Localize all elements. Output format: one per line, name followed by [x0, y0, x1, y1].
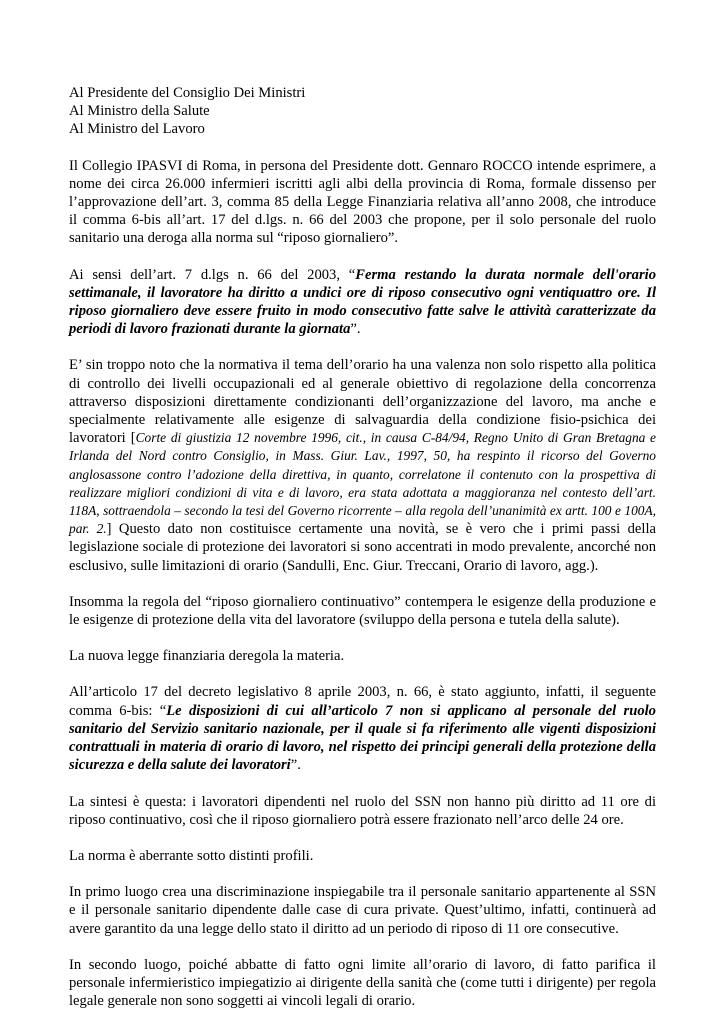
- paragraph-normativa: [69, 356, 656, 574]
- art7-quote: Ferma restando la durata normale dell'orario settimanale, il lavoratore ha diritto a undici ore di riposo consecutivo ogni ventiquattro ore. Il riposo giornaliero deve essere fruito in modo consecutivo fatte salve le attività caratterizzate da periodi di lavoro frazionati durante la giornata: [69, 266, 657, 338]
- art17-intro: All’articolo 17 del decreto legislativo 8 aprile 2003, n. 66, è stato aggiunto, infatti, il seguente comma 6-bis: “: [69, 684, 656, 719]
- art7-intro: Ai sensi dell’art. 7 d.lgs n. 66 del 2003, “: [69, 266, 356, 283]
- paragraph-primo-luogo: In primo luogo crea una discriminazione inspiegabile tra il personale sanitario appartenente al SSN e il personale sanitario dipendente dalle case di cura private. Quest’ultimo, infatti, continuerà ad avere garantito da una legge dello stato il diritto ad un periodo di riposo di 11 ore consecutive.: [69, 884, 656, 937]
- addressee-line: Al Ministro della Salute: [69, 103, 210, 120]
- art17-end: ”.: [290, 757, 301, 774]
- art17-quote: Le disposizioni di cui all’articolo 7 non si applicano al personale del ruolo sanitario del Servizio sanitario nazionale, per il quale si fa riferimento alle vigenti disposizioni contrattuali in materia di orario di lavoro, nel rispetto dei principi generali della protezione della sicurezza e della salute dei lavoratori: [69, 702, 656, 774]
- addressee-line: Al Presidente del Consiglio Dei Ministri: [69, 85, 306, 101]
- paragraph-sintesi: La sintesi è questa: i lavoratori dipendenti nel ruolo del SSN non hanno più diritto ad 11 ore di riposo continuativo, così che il riposo giornaliero potrà essere frazionato nell’arco delle 24 ore.: [69, 793, 656, 828]
- paragraph-art7: [69, 266, 656, 339]
- paragraph-aberrante: La norma è aberrante sotto distinti profili.: [69, 847, 314, 864]
- paragraph-intro: Il Collegio IPASVI di Roma, in persona del Presidente dott. Gennaro ROCCO intende esprimere, a nome dei circa 26.000 infermieri iscritti agli albi della provincia di Roma, formale dissenso per l’approvazione dell’art. 3, comma 85 della Legge Finanziaria relativa all’anno 2008, che introduce il comma 6-bis all’art. 17 del d.lgs. n. 66 del 2003 che propone, per il solo personale del ruolo sanitario una deroga alla norma sul “riposo giornaliero”.: [69, 157, 656, 247]
- art7-end: ”.: [350, 321, 361, 338]
- addressee-line: Al Ministro del Lavoro: [69, 121, 205, 138]
- paragraph-art17: [69, 683, 656, 774]
- court-citation: Corte di giustizia 12 novembre 1996, cit., in causa C-84/94, Regno Unito di Gran Bretagna e Irlanda del Nord contro Consiglio, in Mass. Giur. Lav., 1997, 50, ha respinto il ricorso del Governo anglosassone contro l’adozione della direttiva, in quanto, correlatone il contenuto con la prospettiva di realizzare migliori condizioni di vita e di lavoro, era stata adottata a maggioranza nel contesto dell’art. 118A, sottraendola – secondo la tesi del Governo ricorrente – alla regola dell’unanimità ex artt. 100 e 100A, par. 2.: [69, 430, 656, 537]
- normativa-text-2: ] Questo dato non costituisce certamente una novità, se è vero che i primi passi della legislazione sociale di protezione dei lavoratori si sono accentrati in modo prevalente, ancorché non esclusivo, sulle limitazioni di orario (Sandulli, Enc. Giur. Treccani, Orario di lavoro, agg.).: [69, 521, 657, 574]
- paragraph-secondo-luogo: In secondo luogo, poiché abbatte di fatto ogni limite all’orario di lavoro, di fatto parifica il personale infermieristico impiegatizio ai dirigente della sanità che (come tutti i dirigente) per regola legale generale non sono soggetti ai vincoli legali di orario.: [69, 956, 656, 1010]
- paragraph-regola: Insomma la regola del “riposo giornaliero continuativo” contempera le esigenze della produzione e le esigenze di protezione della vita del lavoratore (sviluppo della persona e tutela della salute).: [69, 593, 656, 629]
- normativa-text-1: E’ sin troppo noto che la normativa il tema dell’orario ha una valenza non solo rispetto alla politica di controllo dei livelli occupazionali ed al generale obiettivo di regolazione della concorrenza attraverso disposizioni direttamente condizionanti dell’organizzazione del lavoro, ma anche e specialmente relativamente alle esigenze di salvaguardia della condizione fisio-psichica dei lavoratori [: [69, 357, 656, 447]
- addressee-block: [69, 84, 656, 139]
- paragraph-finanziaria: La nuova legge finanziaria deregola la materia.: [69, 648, 345, 665]
